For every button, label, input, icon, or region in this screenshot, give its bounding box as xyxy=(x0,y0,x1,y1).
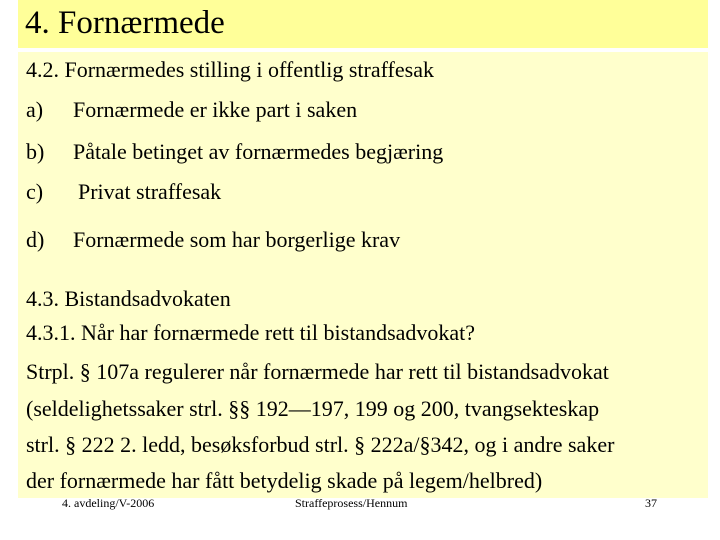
body-line: der fornærmede har fått betydelig skade på legem/helbred) xyxy=(26,468,543,493)
body-line: Strpl. § 107a regulerer når fornærmede har rett til bistandsadvokat xyxy=(26,359,609,384)
body-line: strl. § 222 2. ledd, besøksforbud strl. § 222a/§342, og i andre saker xyxy=(26,432,615,457)
list-item-text: Privat straffesak xyxy=(78,179,222,204)
list-item-text: Fornærmede er ikke part i saken xyxy=(73,97,358,122)
slide-title: 4. Fornærmede xyxy=(25,5,225,41)
section-heading: 4.2. Fornærmedes stilling i offentlig straffesak xyxy=(26,57,434,82)
content-panel xyxy=(18,52,708,498)
list-item-marker: d) xyxy=(26,227,45,252)
subsubsection-heading: 4.3.1. Når har fornærmede rett til bistandsadvokat? xyxy=(26,320,476,345)
subsection-heading: 4.3. Bistandsadvokaten xyxy=(26,286,231,311)
list-item-marker: b) xyxy=(26,139,45,164)
list-item-text: Påtale betinget av fornærmedes begjæring xyxy=(73,139,444,164)
list-item-marker: c) xyxy=(26,179,44,204)
footer-left: 4. avdeling/V-2006 xyxy=(62,496,155,510)
list-item-marker: a) xyxy=(26,97,44,122)
footer-center: Straffeprosess/Hennum xyxy=(295,496,408,510)
page-number: 37 xyxy=(645,496,657,510)
body-line: (seldelighetssaker strl. §§ 192—197, 199 og 200, tvangsekteskap xyxy=(26,396,600,421)
list-item-text: Fornærmede som har borgerlige krav xyxy=(73,227,401,252)
title-bar xyxy=(18,0,708,48)
